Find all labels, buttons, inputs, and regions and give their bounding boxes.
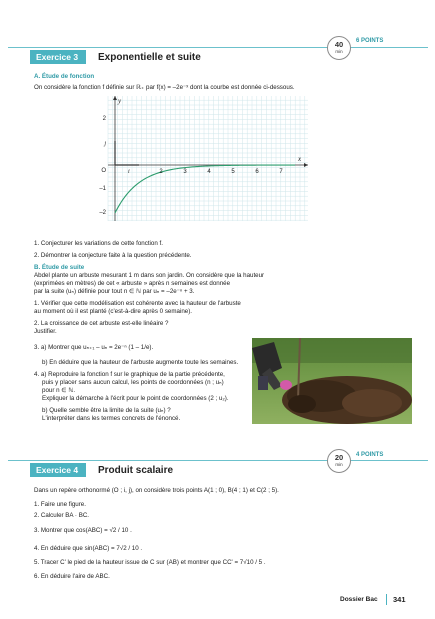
partA-intro: On considère la fonction f définie sur ℝ₊ par f(x) = –2e⁻ˣ dont la courbe est donnée ci-dessous. bbox=[34, 84, 295, 91]
x-tick-2: 2 bbox=[159, 169, 163, 175]
y-axis-arrow-icon bbox=[113, 96, 117, 100]
partA-heading: A. Étude de fonction bbox=[34, 73, 95, 80]
planting-photo bbox=[252, 338, 412, 424]
exercise4-q6: 6. En déduire l'aire de ABC. bbox=[34, 573, 110, 580]
x-tick-3: 3 bbox=[183, 169, 187, 175]
y-axis-label: y bbox=[118, 97, 122, 105]
partB-q2-line1: 2. La croissance de cet arbuste est-elle linéaire ? bbox=[34, 320, 169, 327]
exercise4-q5: 5. Tracer C' le pied de la hauteur issue de C sur (AB) et montrer que CC' = 7√10 / 5 . bbox=[34, 559, 266, 566]
partB-q4b-line2: L'interpréter dans les termes concrets de l'énoncé. bbox=[42, 415, 181, 422]
x-tick-5: 5 bbox=[231, 169, 235, 175]
partB-q2-line2: Justifier. bbox=[34, 328, 57, 335]
exercise4-title: Produit scalaire bbox=[98, 465, 174, 476]
exercise4-header-rule bbox=[8, 460, 428, 461]
origin-label: O bbox=[101, 168, 106, 174]
partB-q4a-line4: Expliquer la démarche à l'écrit pour le point de coordonnées (2 ; u₂). bbox=[42, 395, 229, 402]
exercise3-tag: Exercice 3 bbox=[30, 50, 86, 64]
footer-label: Dossier Bac bbox=[340, 596, 378, 603]
partB-q4a-line2: puis y placer sans aucun calcul, les points de coordonnées (n ; uₙ) bbox=[42, 379, 224, 386]
exercise4-q4: 4. En déduire que sin(ABC) = 7√2 / 10 . bbox=[34, 545, 143, 552]
partB-line1: Abdel plante un arbuste mesurant 1 m dans son jardin. On considère que la hauteur bbox=[34, 272, 265, 279]
partB-q1-line1: 1. Vérifier que cette modélisation est cohérente avec la hauteur de l'arbuste bbox=[34, 300, 241, 307]
exercise3-q1: 1. Conjecturer les variations de cette fonction f. bbox=[34, 240, 163, 247]
partB-q3a: 3. a) Montrer que uₙ₊₁ – uₙ = 2e⁻ⁿ (1 – 1/e). bbox=[34, 344, 154, 351]
exercise4-q1: 1. Faire une figure. bbox=[34, 501, 86, 508]
i-label: i bbox=[128, 169, 130, 175]
timer-unit: min bbox=[335, 462, 343, 467]
x-tick-6: 6 bbox=[255, 169, 259, 175]
timer-value: 40 bbox=[334, 40, 344, 49]
graph-grid bbox=[108, 96, 308, 221]
partB-q1-line2: au moment où il est planté (c'est-à-dire après 0 semaine). bbox=[34, 308, 193, 315]
exercise4-tag: Exercice 4 bbox=[30, 463, 86, 477]
partB-line2: (exprimées en mètres) de cet « arbuste » après n semaines est donnée bbox=[34, 280, 231, 287]
y-tick-minus2: –2 bbox=[99, 210, 106, 216]
partB-q4a-line3: pour n ∈ ℕ. bbox=[42, 387, 76, 394]
exercise3-title: Exponentielle et suite bbox=[98, 52, 201, 63]
exercise3-header-rule bbox=[8, 47, 428, 48]
exercise4-points: 4 POINTS bbox=[356, 452, 384, 458]
y-tick-2: 2 bbox=[102, 116, 106, 122]
x-tick-4: 4 bbox=[207, 169, 211, 175]
x-axis-label: x bbox=[298, 155, 302, 163]
exercise4-timer bbox=[327, 449, 351, 473]
partB-q3b: b) En déduire que la hauteur de l'arbuste augmente toute les semaines. bbox=[42, 359, 239, 366]
exercise3-q2: 2. Démontrer la conjecture faite à la question précédente. bbox=[34, 252, 192, 259]
footer-separator bbox=[386, 594, 387, 605]
j-label: j bbox=[104, 141, 106, 147]
partB-q4b-line1: b) Quelle semble être la limite de la suite (uₙ) ? bbox=[42, 407, 171, 414]
y-tick-minus1: –1 bbox=[99, 186, 106, 192]
exercise4-intro: Dans un repère orthonormé (O ; i, j), on considère trois points A(1 ; 0), B(4 ; 1) et C(2 ; 5). bbox=[34, 487, 279, 494]
partB-heading: B. Étude de suite bbox=[34, 264, 85, 271]
exercise3-timer bbox=[327, 36, 351, 60]
planting-photo-illustration bbox=[252, 338, 412, 424]
timer-unit: min bbox=[335, 49, 343, 54]
x-axis-arrow-icon bbox=[304, 163, 308, 167]
exercise4-q2: 2. Calculer BA · BC. bbox=[34, 512, 90, 519]
partB-q4a-line1: 4. a) Reproduire la fonction f sur le graphique de la partie précédente, bbox=[34, 371, 225, 378]
timer-value: 20 bbox=[334, 453, 344, 462]
function-graph bbox=[40, 93, 310, 223]
exercise4-q3: 3. Montrer que cos(ABC) = √2 / 10 . bbox=[34, 527, 132, 534]
partB-line3: par la suite (uₙ) définie pour tout n ∈ ℕ par uₙ = –2e⁻ⁿ + 3. bbox=[34, 288, 195, 295]
x-tick-7: 7 bbox=[279, 169, 283, 175]
exercise3-points: 6 POINTS bbox=[356, 38, 384, 44]
page-number: 341 bbox=[393, 595, 406, 604]
